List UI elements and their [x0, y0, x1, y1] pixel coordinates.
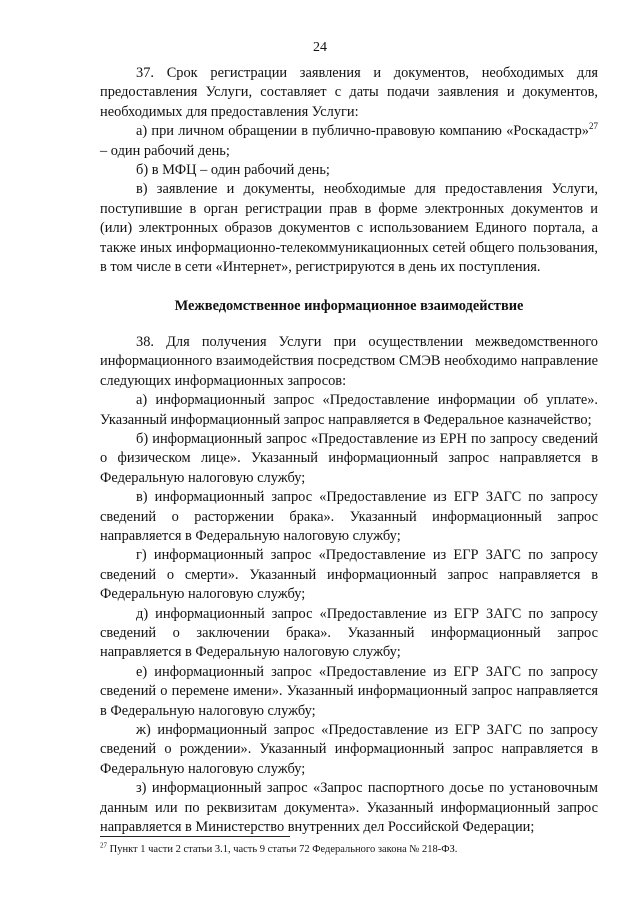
paragraph-37-c: в) заявление и документы, необходимые для предоставления Услуги, поступившие в орган регистрации прав в форме электронных документов и (или) электронных образов документов с использованием Единого портала, а также иных информационно-телекоммуникационных сетей общего пользования, в том числе в сети «Интернет», регистрируются в день их поступления.: [100, 181, 598, 276]
footnote-mark: 27: [100, 841, 107, 850]
paragraph-37-a-text: а) при личном обращении в публично-правовую компанию «Роскадастр»: [136, 123, 589, 140]
paragraph-38-e: е) информационный запрос «Предоставление из ЕГР ЗАГС по запросу сведений о перемене имени». Указанный информационный запрос направляется в Федеральную налоговую службу;: [100, 663, 598, 719]
footnote-separator: [100, 836, 290, 837]
page-number: 24: [313, 40, 327, 55]
footnote-reference: 27: [589, 121, 598, 132]
footnote-text: Пункт 1 части 2 статьи 3.1, часть 9 статьи 72 Федерального закона № 218-ФЗ.: [107, 844, 458, 855]
paragraph-37-a-tail: – один рабочий день;: [100, 142, 230, 159]
page-body: [100, 64, 598, 837]
paragraph-38-a: а) информационный запрос «Предоставление информации об уплате». Указанный информационный запрос направляется в Федеральное казначейство;: [100, 392, 598, 428]
paragraph-37-b: б) в МФЦ – один рабочий день;: [136, 162, 330, 179]
section-heading: Межведомственное информационное взаимодействие: [174, 298, 524, 315]
paragraph-38: 38. Для получения Услуги при осуществлении межведомственного информационного взаимодействия посредством СМЭВ необходимо направление следующих информационных запросов:: [100, 333, 598, 389]
paragraph-38-b: б) информационный запрос «Предоставление из ЕРН по запросу сведений о физическом лице». Указанный информационный запрос направляется в Федеральную налоговую службу;: [100, 430, 598, 486]
paragraph-38-d: д) информационный запрос «Предоставление из ЕГР ЗАГС по запросу сведений о заключении брака». Указанный информационный запрос направляется в Федеральную налоговую службу;: [100, 605, 598, 661]
paragraph-38-v: в) информационный запрос «Предоставление из ЕГР ЗАГС по запросу сведений о расторжении брака». Указанный информационный запрос направляется в Федеральную налоговую службу;: [100, 489, 598, 544]
footnote: [100, 843, 598, 856]
paragraph-37: 37. Срок регистрации заявления и документов, необходимых для предоставления Услуги, составляет с даты подачи заявления и документов, необходимых для предоставления Услуги:: [100, 65, 598, 120]
paragraph-37-a: [100, 122, 598, 161]
paragraph-38-g: г) информационный запрос «Предоставление из ЕГР ЗАГС по запросу сведений о смерти». Указанный информационный запрос направляется в Федеральную налоговую службу;: [100, 547, 598, 603]
paragraph-38-zh: ж) информационный запрос «Предоставление из ЕГР ЗАГС по запросу сведений о рождении». Указанный информационный запрос направляется в Федеральную налоговую службу;: [100, 722, 598, 777]
paragraph-38-z: з) информационный запрос «Запрос паспортного досье по установочным данным или по реквизитам документа». Указанный информационный запрос направляется в Министерство внутренних дел Российской Федерации;: [100, 780, 598, 836]
